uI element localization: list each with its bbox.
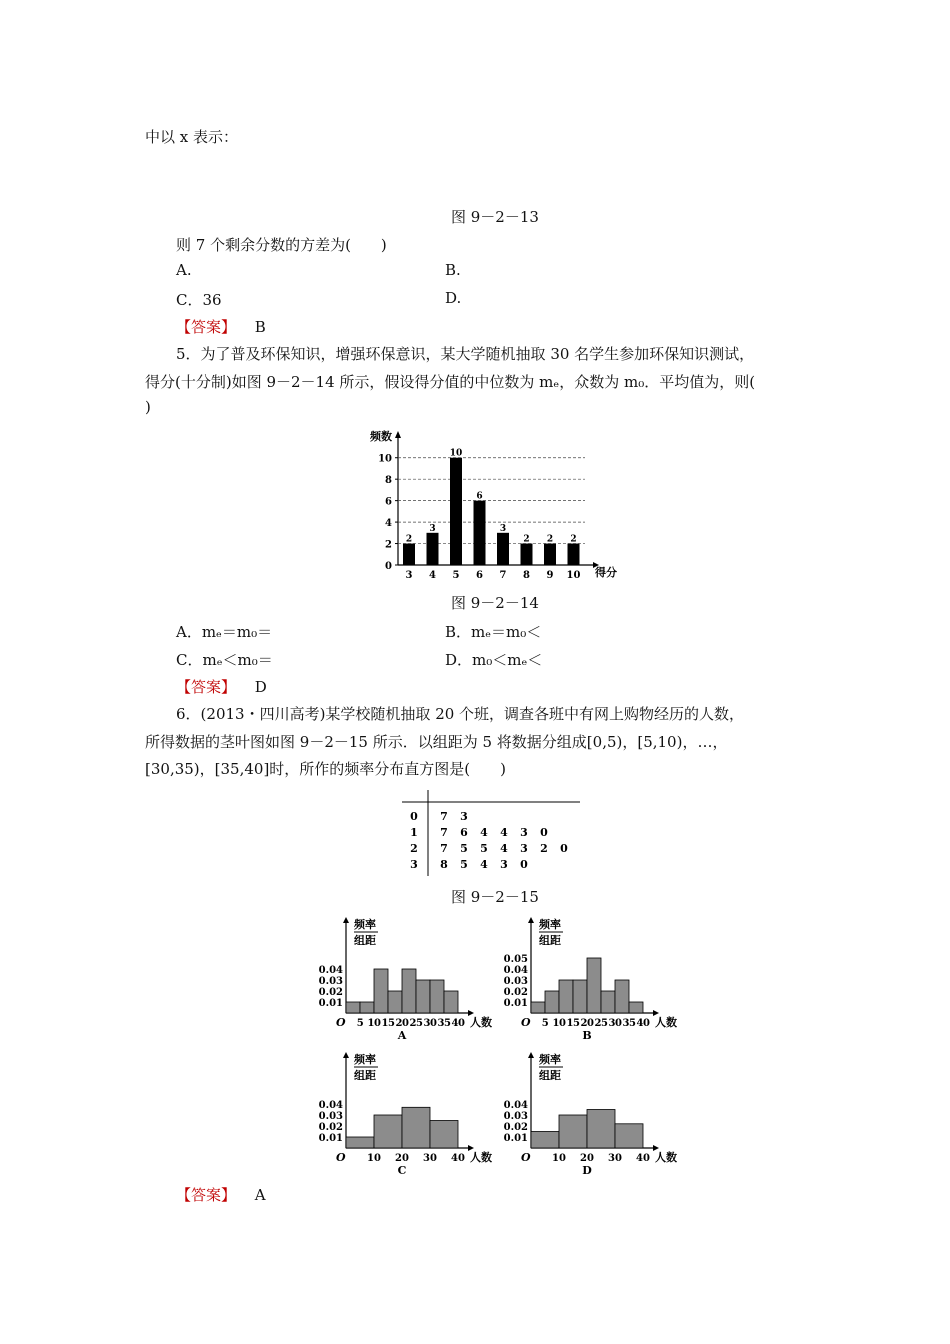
q4-stem: 则 7 个剩余分数的方差为( ) <box>176 236 387 254</box>
x-tick-label: 5 <box>356 1018 364 1029</box>
bar-data-label: 2 <box>405 534 413 545</box>
fig14-caption: 图 9－2－14 <box>451 594 539 612</box>
histogram-bar <box>374 969 388 1013</box>
y-axis-label-top: 频率 <box>539 918 561 931</box>
bar <box>497 533 509 565</box>
histogram-bar <box>545 991 559 1013</box>
q5-line2: 得分(十分制)如图 9－2－14 所示，假设得分值的中位数为 mₑ，众数为 m₀．平均值为，则( <box>145 373 756 391</box>
histogram-bar <box>531 1002 545 1013</box>
q5-option-b[interactable]: B．mₑ＝m₀＜ <box>445 623 542 641</box>
x-tick-label: 7 <box>499 570 507 581</box>
histogram-bar <box>559 980 573 1013</box>
histogram-d[interactable] <box>495 1050 677 1177</box>
x-tick-label: 40 <box>636 1018 650 1029</box>
q6-answer <box>176 1184 266 1205</box>
x-tick-label: 4 <box>429 570 436 581</box>
histogram-bar <box>559 1115 587 1148</box>
bar-data-label: 10 <box>449 448 463 459</box>
q4-option-d[interactable]: D. <box>445 289 462 307</box>
histogram-bar <box>402 1107 430 1148</box>
histogram-bar <box>615 980 629 1013</box>
x-tick-label: 40 <box>451 1018 465 1029</box>
bar <box>450 458 462 565</box>
histogram-bar <box>416 980 430 1013</box>
x-axis-label: 人数 <box>470 1151 492 1164</box>
leaf-value: 3 <box>520 842 528 855</box>
histogram-bar <box>615 1124 643 1148</box>
y-tick-label: 6 <box>385 496 392 508</box>
panel-label: A <box>397 1029 407 1042</box>
leaf-value: 3 <box>460 810 468 823</box>
q5-option-c[interactable]: C．mₑ＜m₀＝ <box>176 651 273 669</box>
y-axis-label-bottom: 组距 <box>354 1069 376 1082</box>
x-axis-label: 人数 <box>655 1151 677 1164</box>
y-tick-label: 0.03 <box>503 1111 528 1122</box>
y-axis-label-top: 频率 <box>354 918 376 931</box>
y-axis-label-bottom: 组距 <box>354 934 376 947</box>
x-tick-label: 20 <box>580 1153 594 1164</box>
origin-label: O <box>336 1151 346 1164</box>
y-tick-label: 0.02 <box>318 987 343 998</box>
histogram-bar <box>587 958 601 1013</box>
q5-option-d[interactable]: D．m₀＜mₑ＜ <box>445 651 543 669</box>
leaf-value: 6 <box>460 826 468 839</box>
x-tick-label: 25 <box>594 1018 608 1029</box>
x-tick-label: 35 <box>622 1018 636 1029</box>
x-tick-label: 30 <box>608 1153 622 1164</box>
y-axis-label-top: 频率 <box>539 1053 561 1066</box>
leaf-value: 4 <box>500 842 508 855</box>
x-tick-label: 8 <box>523 570 530 581</box>
x-tick-label: 10 <box>552 1018 566 1029</box>
y-tick-label: 0 <box>385 561 392 572</box>
q5-option-a[interactable]: A．mₑ＝m₀＝ <box>176 623 273 641</box>
q4-option-c[interactable]: C．36 <box>176 291 222 309</box>
y-axis-arrow <box>395 431 401 438</box>
bar <box>427 533 439 565</box>
bar-data-label: 3 <box>499 523 507 534</box>
leaf-value: 0 <box>520 858 528 871</box>
y-tick-label: 0.04 <box>318 1100 343 1111</box>
x-tick-label: 40 <box>451 1153 465 1164</box>
leaf-value: 3 <box>520 826 528 839</box>
origin-label: O <box>521 1016 531 1029</box>
histogram-bar <box>388 991 402 1013</box>
q6-line2: 所得数据的茎叶图如图 9－2－15 所示．以组距为 5 将数据分组成[0,5)，[5,10)，…， <box>145 733 728 751</box>
y-tick-label: 4 <box>385 518 392 530</box>
leaf-value: 2 <box>540 842 548 855</box>
y-axis-label-top: 频率 <box>354 1053 376 1066</box>
origin-label: O <box>521 1151 531 1164</box>
y-tick-label: 0.03 <box>318 976 343 987</box>
y-axis-label-bottom: 组距 <box>539 1069 561 1082</box>
histogram-bar <box>531 1132 559 1149</box>
histogram-bar <box>346 1002 360 1013</box>
leaf-value: 0 <box>540 826 548 839</box>
bar-data-label: 6 <box>476 491 483 502</box>
y-axis-arrow <box>528 1052 534 1058</box>
y-tick-label: 0.04 <box>503 1100 528 1111</box>
y-tick-label: 0.01 <box>503 998 528 1009</box>
histogram-c[interactable] <box>310 1050 492 1177</box>
y-axis-arrow <box>343 917 349 923</box>
x-tick-label: 10 <box>367 1153 381 1164</box>
origin-label: O <box>336 1016 346 1029</box>
y-tick-label: 0.04 <box>318 965 343 976</box>
stem-leaf-plot <box>398 788 588 878</box>
y-axis-label: 频数 <box>370 430 392 443</box>
x-tick-label: 9 <box>546 570 554 581</box>
x-tick-label: 30 <box>423 1018 437 1029</box>
leaf-value: 7 <box>440 842 448 855</box>
histogram-bar <box>573 980 587 1013</box>
y-tick-label: 0.02 <box>503 987 528 998</box>
y-tick-label: 0.01 <box>318 998 343 1009</box>
q6-line3: [30,35)，[35,40]时，所作的频率分布直方图是( ) <box>145 760 506 778</box>
intro-line: 中以 x 表示： <box>145 128 238 146</box>
answer-value: D <box>254 678 267 696</box>
q6-line1: 6．(2013・四川高考)某学校随机抽取 20 个班，调查各班中有网上购物经历的人数， <box>176 705 745 723</box>
histogram-bar <box>374 1115 402 1148</box>
bar <box>474 501 486 565</box>
answer-value: A <box>254 1186 266 1204</box>
q4-option-b[interactable]: B. <box>445 261 461 279</box>
histogram-bar <box>430 1121 458 1149</box>
leaf-value: 4 <box>480 858 488 871</box>
x-tick-label: 5 <box>452 570 460 581</box>
q5-line1: 5．为了普及环保知识，增强环保意识，某大学随机抽取 30 名学生参加环保知识测试， <box>176 345 755 363</box>
x-tick-label: 30 <box>423 1153 437 1164</box>
x-tick-label: 10 <box>367 1018 381 1029</box>
x-tick-label: 40 <box>636 1153 650 1164</box>
y-tick-label: 0.02 <box>318 1122 343 1133</box>
answer-label: 【答案】 <box>176 678 237 696</box>
bar <box>403 544 415 565</box>
x-tick-label: 15 <box>566 1018 580 1029</box>
x-tick-label: 20 <box>395 1153 409 1164</box>
x-axis-label: 人数 <box>655 1016 677 1029</box>
x-axis-label: 人数 <box>470 1016 492 1029</box>
leaf-value: 8 <box>440 858 448 871</box>
histogram-bar <box>444 991 458 1013</box>
x-tick-label: 25 <box>409 1018 423 1029</box>
answer-label: 【答案】 <box>176 1186 237 1204</box>
leaf-value: 5 <box>460 842 468 855</box>
histogram-bar <box>402 969 416 1013</box>
q5-answer <box>176 676 267 697</box>
leaf-value: 4 <box>480 826 488 839</box>
bar-data-label: 2 <box>523 534 530 545</box>
x-tick-label: 3 <box>405 570 413 581</box>
y-axis-arrow <box>528 917 534 923</box>
x-tick-label: 6 <box>476 570 483 581</box>
panel-label: B <box>582 1029 592 1042</box>
y-axis-label-bottom: 组距 <box>539 934 561 947</box>
leaf-value: 5 <box>480 842 488 855</box>
x-tick-label: 30 <box>608 1018 622 1029</box>
x-tick-label: 35 <box>437 1018 451 1029</box>
q5-line3: ) <box>145 398 151 416</box>
histogram-bar <box>587 1110 615 1149</box>
answer-value: B <box>254 318 266 336</box>
x-tick-label: 20 <box>395 1018 409 1029</box>
y-tick-label: 0.02 <box>503 1122 528 1133</box>
panel-label: C <box>397 1164 407 1177</box>
histogram-bar <box>346 1137 374 1148</box>
leaf-value: 0 <box>560 842 568 855</box>
y-tick-label: 0.03 <box>503 976 528 987</box>
histogram-b[interactable] <box>495 915 677 1042</box>
leaf-value: 4 <box>500 826 508 839</box>
fig13-caption: 图 9－2－13 <box>451 208 539 226</box>
histogram-a[interactable] <box>310 915 492 1042</box>
bar <box>568 544 580 565</box>
y-tick-label: 8 <box>385 475 392 487</box>
bar <box>544 544 556 565</box>
y-axis-arrow <box>343 1052 349 1058</box>
leaf-value: 5 <box>460 858 468 871</box>
q4-option-a[interactable]: A. <box>176 261 192 279</box>
answer-label: 【答案】 <box>176 318 237 336</box>
stem-value: 1 <box>410 826 418 839</box>
histogram-bar <box>629 1002 643 1013</box>
y-tick-label: 0.05 <box>503 954 528 965</box>
y-tick-label: 0.03 <box>318 1111 343 1122</box>
histogram-bar <box>430 980 444 1013</box>
x-tick-label: 10 <box>566 570 581 581</box>
histogram-bar <box>601 991 615 1013</box>
leaf-value: 7 <box>440 810 448 823</box>
histogram-bar <box>360 1002 374 1013</box>
y-tick-label: 0.01 <box>318 1133 343 1144</box>
leaf-value: 7 <box>440 826 448 839</box>
y-tick-label: 10 <box>378 453 392 465</box>
q4-answer <box>176 316 266 337</box>
bar-data-label: 2 <box>546 534 554 545</box>
fig15-caption: 图 9－2－15 <box>451 888 539 906</box>
panel-label: D <box>582 1164 592 1177</box>
x-axis-label: 得分 <box>595 566 617 579</box>
x-tick-label: 15 <box>381 1018 395 1029</box>
y-tick-label: 0.04 <box>503 965 528 976</box>
bar-data-label: 3 <box>429 523 436 534</box>
x-tick-label: 5 <box>541 1018 549 1029</box>
x-tick-label: 10 <box>552 1153 566 1164</box>
y-tick-label: 2 <box>385 539 392 551</box>
bar <box>521 544 533 565</box>
stem-value: 0 <box>410 810 418 823</box>
stem-value: 2 <box>410 842 418 855</box>
bar-data-label: 2 <box>570 534 577 545</box>
leaf-value: 3 <box>500 858 508 871</box>
x-tick-label: 20 <box>580 1018 594 1029</box>
y-tick-label: 0.01 <box>503 1133 528 1144</box>
stem-value: 3 <box>410 858 418 871</box>
score-frequency-bar-chart <box>360 428 620 588</box>
